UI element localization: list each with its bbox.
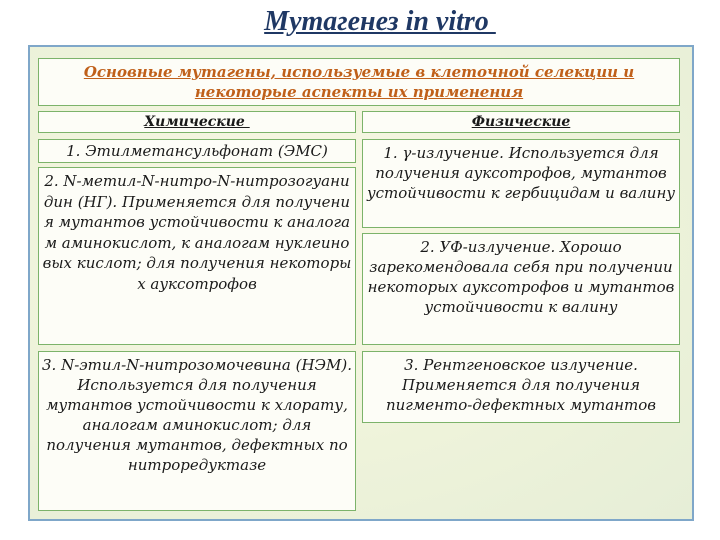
physical-item-1	[362, 139, 680, 228]
chemical-item-2	[38, 167, 356, 345]
chemical-item-3	[38, 351, 356, 511]
chemical-item-2-text: 2. N-метил-N-нитро-N-нитрозогуанидин (НГ). Применяется для получения мутантов устойчивости к аналогам аминокислот, к аналогам нуклеиновых кислот; для получения некоторых ауксотрофов	[42, 172, 352, 293]
physical-item-3-text: 3. Рентгеновское излучение. Применяется для получения пигменто-дефектных мутантов	[385, 356, 657, 414]
chemical-item-1-text: 1. Этилметансульфонат (ЭМС)	[66, 142, 328, 160]
physical-item-2	[362, 233, 680, 345]
column-header-chemical	[38, 111, 356, 133]
page-title: Мутагенез in vitro	[264, 6, 496, 37]
chemical-item-1	[38, 139, 356, 163]
physical-item-1-text: 1. γ-излучение. Используется для получения ауксотрофов, мутантов устойчивости к гербицидам и валину	[366, 144, 676, 202]
column-header-chemical-text: Химические	[144, 114, 250, 130]
physical-item-3	[362, 351, 680, 423]
column-header-physical-text: Физические	[471, 114, 571, 130]
table-header	[38, 58, 680, 106]
column-header-physical	[362, 111, 680, 133]
physical-item-2-text: 2. УФ-излучение. Хорошо зарекомендовала себя при получении некоторых ауксотрофов и мутантов устойчивости к валину	[367, 238, 675, 316]
chemical-item-3-text: 3. N-этил-N-нитрозомочевина (НЭМ). Используется для получения мутантов устойчивости к хлорату, аналогам аминокислот; для получения мутантов, дефектных по нитроредуктазе	[41, 356, 353, 474]
table-header-text: Основные мутагены, используемые в клеточной селекции и некоторые аспекты их применения	[83, 63, 635, 101]
